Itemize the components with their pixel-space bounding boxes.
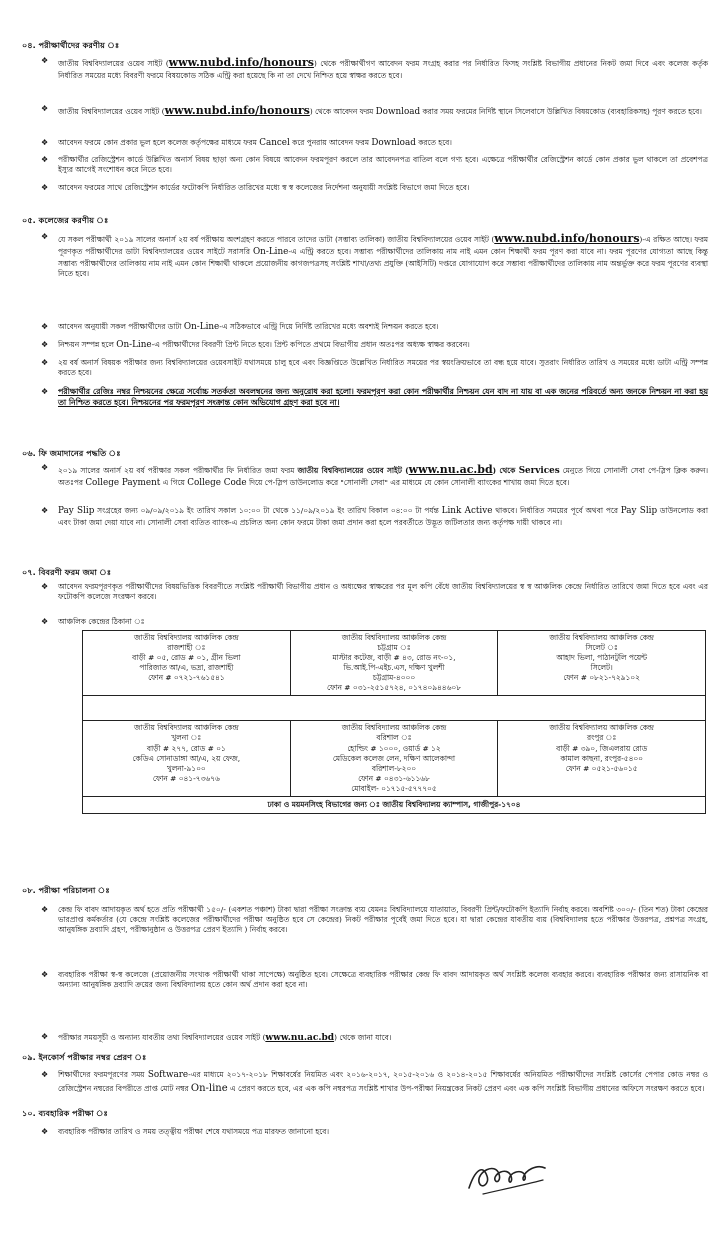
regional-centers-table [82,630,706,814]
section-10-title: ১০. ব্যবহারিক পরীক্ষা ঃ [22,1108,108,1118]
s05-bullet-5: ❖ পরীক্ষার্থীর রেজিঃ নম্বর নিশ্চয়নের ক্ষেত্রে সর্বোচ্চ সতর্কতা অবলম্বনের জন্য অনুরোধ করা হলো। ফরমপূরণ করা কোন পরীক্ষার্থীর নিশ্চয়ন যেন বাদ না যায় বা এক জনের পরিবর্তে অন্য জনকে নিশ্চয়ন না করা হয় তা নিশ্চিত করতে হবে। নিশ্চয়নের পর ফরমপূরণ সংক্রান্ত কোন অভিযোগ গ্রহণ করা হবে না। [58,387,708,408]
s04-bullet-4: ❖ পরীক্ষার্থীর রেজিস্ট্রেশন কার্ডে উল্লিখিত অনার্স বিষয় ছাড়া অন্য কোন বিষয়ে আবেদন ফরমপূরণ করলে তার আবেদনপত্র বাতিল বলে গণ্য হবে। এক্ষেত্রে পরীক্ষার্থীর রেজিস্ট্রেশন কার্ডে কোন প্রকার ভুল থাকলে তা প্রবেশপত্র ইস্যুর আগেই সংশোধন করে নিতে হবে। [58,155,708,175]
s08-bullet-2: ❖ ব্যবহারিক পরীক্ষা স্ব-স্ব কলেজে (প্রয়োজনীয় সংখ্যক পরীক্ষার্থী থাকা সাপেক্ষে) অনুষ্ঠিত হবে। সেক্ষেত্রে ব্যবহারিক পরীক্ষার কেন্দ্র ফি বাবদ আদায়কৃত অর্থ সংশ্লিষ্ট কলেজ ব্যবহার করবে। ব্যবহারিক পরীক্ষার জন্য রাসায়নিক বা অন্যান্য আনুষঙ্গিক দ্রব্যাদি ক্রয়ের জন্য বিশ্ববিদ্যালয় হতে কোন অর্থ প্রদান করা হবে না। [58,970,708,990]
center-rangpur: জাতীয় বিশ্ববিদ্যালয় আঞ্চলিক কেন্দ্র রংপুর ঃ বাড়ী # ৩৯০, জিএলরায় রোড কামাল কাছনা, রংপুর-৫৪০০ ফোন # ০৫২১-৫৬০১৫ [498,721,706,796]
nubd-link[interactable]: www.nubd.info/honours [168,56,314,69]
s08-bullet-3: ❖ পরীক্ষার সময়সূচী ও অন্যান্য যাবতীয় তথ্য বিশ্ববিদ্যালয়ের ওয়েব সাইট (www.nu.ac.bd) থেকে জানা যাবে। [58,1032,708,1044]
section-06-title: ০৬. ফি জমাদানের পদ্ধতি ঃ [22,448,121,458]
nu-link[interactable]: www.nu.ac.bd [265,1033,335,1043]
s05-bullet-2: ❖ আবেদন অনুযায়ী সকল পরীক্ষার্থীদের ডাটা On-Line-এ সঠিকভাবে এন্ট্রি দিয়ে নির্দিষ্ট তারিখের মধ্যে অবশ্যই নিশ্চয়ন করতে হবে। [58,322,708,334]
section-07-title: ০৭. বিবরণী ফরম জমা ঃ [22,567,112,577]
center-dhaka-mymensingh: ঢাকা ও ময়মনসিংহ বিভাগের জন্য ঃ জাতীয় বিশ্ববিদ্যালয় ক্যাম্পাস, গাজীপুর-১৭০৪ [83,796,706,813]
s06-bullet-2: ❖ Pay Slip সংগ্রহের জন্য ০৯/০৯/২০১৯ ইং তারিখ সকাল ১০:০০ টা থেকে ১১/০৯/২০১৯ ইং তারিখ বিকাল ০৪:০০ টা পর্যন্ত Link Active থাকবে। নির্ধারিত সময়ের পূর্বে অথবা পরে Pay Slip ডাউনলোড করা এবং টাকা জমা দেয়া যাবে না। সোনালী সেবা ব্যতিত ব্যাংক-এ প্রচলিত অন্য কোন ফরমে টাকা জমা প্রদান করা হলে পরবর্তীতে উদ্ভূত জটিলতার জন্য কর্তৃপক্ষ দায়ী থাকবে না। [58,506,708,528]
s05-bullet-1: ❖ যে সকল পরীক্ষার্থী ২০১৯ সালের অনার্স ২য় বর্ষ পরীক্ষায় অংশগ্রহণ করতে পারবে তাদের ডাটা (সম্ভাব্য তালিকা) জাতীয় বিশ্ববিদ্যালয়ের ওয়েব সাইট (www.nubd.info/honours)-এ রক্ষিত আছে। ফরম পূরণকৃত পরীক্ষার্থীদের ডাটা বিশ্ববিদ্যালয়ের ওয়েব সাইটে সরাসরি On-Line-এ এন্ট্রি করতে হবে। সম্ভাব্য পরীক্ষার্থীদের তালিকায় নাম নাই এমন কোন শিক্ষার্থী ফরম পূরণ করা যাবে না। ফরম পূরণের যোগ্যতা আছে কিন্তু সম্ভাব্য পরীক্ষার্থীদের তালিকায় নাম নাই এমন কোন শিক্ষার্থী থাকলে প্রয়োজনীয় কাগজপত্রসহ সংশ্লিষ্ট শাখা/তথ্য প্রযুক্তি (আইসিটি) দপ্তরে যোগাযোগ করে সম্ভাব্য পরীক্ষার্থীদের তালিকায় নাম অন্তর্ভুক্ত করে ফরম পূরণের ব্যবস্থা নিতে হবে। [58,232,708,279]
center-rajshahi: জাতীয় বিশ্ববিদ্যালয় আঞ্চলিক কেন্দ্র রাজশাহী ঃ বাড়ী # ০৫, রোড # ০১, গ্রীন ভিলা পারিজাত আ/এ, ভদ্রা, রাজশাহী ফোন # ০৭২১-৭৬১৫৪১ [83,631,291,696]
center-barishal: জাতীয় বিশ্ববিদ্যালয় আঞ্চলিক কেন্দ্র বরিশাল ঃ হোল্ডিং # ১০০০, ওয়ার্ড # ১২ মেডিকেল কলেজ লেন, দক্ষিণ আলেকান্দা বরিশাল-৮২০০ ফোন # ০৪৩১-৬১১৬৮ মোবাইল- ০১৭১৫-৫৭৭৭০৫ [290,721,498,796]
center-sylhet: জাতীয় বিশ্ববিদ্যালয় আঞ্চলিক কেন্দ্র সিলেট ঃ আহাদ ভিলা, পাঠানটুলি পয়েন্ট সিলেট। ফোন # ০৮২১-৭২৯১০২ [498,631,706,696]
center-chattogram: জাতীয় বিশ্ববিদ্যালয় আঞ্চলিক কেন্দ্র চট্টগ্রাম ঃ মাস্টার কটেজ, বাড়ী # ৪৩, রোড নং-০১, ভি.আই.পি-এইচ.এস, দক্ষিণ খুলশী চট্টগ্রাম-৪০০০ ফোন # ০৩১-২৫১৫৭২৪, ০১৭৪০৯৪৪৬০৮ [290,631,498,696]
s10-bullet-1: ❖ ব্যবহারিক পরীক্ষার তারিখ ও সময় তত্ত্বীয় পরীক্ষা শেষে যথাসময়ে পত্র মারফত জানানো হবে। [58,1127,708,1137]
s08-bullet-1: ❖ কেন্দ্র ফি বাবদ আদায়কৃত অর্থ হতে প্রতি পরীক্ষার্থী ১৫০/- (একশত পঞ্চাশ) টাকা দ্বারা পরীক্ষা সংক্রান্ত ব্যয় যেমনঃ বিশ্ববিদ্যালয়ে যাতায়াত, বিবরণী প্রিন্ট/ফটোকপি ইত্যাদি নির্বাহ করবে। অবশিষ্ট ৩০০/- (তিন শত) টাকা কেন্দ্রের ভারপ্রাপ্ত কর্মকর্তার (যে কেন্দ্রে সংশ্লিষ্ট কলেজের পরীক্ষার্থীদের পরীক্ষা অনুষ্ঠিত হবে সে কেন্দ্রের) নিকট পরীক্ষার পূর্বেই জমা দিতে হবে। যা দ্বারা কেন্দ্রের যাবতীয় ব্যয় (বিশ্ববিদ্যালয় হতে পরীক্ষার উত্তরপত্র, প্রশ্নপত্র সংগ্রহ, আনুষঙ্গিক দ্রব্যাদি গ্রহণ, পরীক্ষানুষ্ঠান ও উত্তরপত্র প্রেরণ ইত্যাদি ) নির্বাহ করবে। [58,905,708,935]
s04-bullet-3: ❖ আবেদন ফরমে কোন প্রকার ভুল হলে কলেজ কর্তৃপক্ষের মাধ্যমে ফরম Cancel করে পুনরায় আবেদন ফরম Download করতে হবে। [58,138,708,150]
s06-bullet-1: ❖ ২০১৯ সালের অনার্স ২য় বর্ষ পরীক্ষার সকল পরীক্ষার্থীর ফি নির্ধারিত জমা ফরম জাতীয় বিশ্ববিদ্যালয়ের ওয়েব সাইট (www.nu.ac.bd) থেকে Services মেনুতে গিয়ে সোনালী সেবা পে-স্লিপ ক্লিক করুন। অতঃপর College Payment এ গিয়ে College Code দিয়ে পে-স্লিপ ডাউনলোড করে "সোনালী সেবা" এর মাধ্যমে যে কোন সোনালী ব্যাংকের শাখায় জমা দিতে হবে। [58,463,708,490]
s07-bullet-2: ❖ আঞ্চলিক কেন্দ্রের ঠিকানা ঃ [58,617,708,627]
nubd-link[interactable]: www.nubd.info/honours [494,232,640,245]
section-08-title: ০৮. পরীক্ষা পরিচালনা ঃ [22,885,110,895]
section-04-title: ০৪. পরীক্ষার্থীদের করণীয় ঃ [22,40,120,50]
signature-image [465,1150,555,1200]
nubd-link[interactable]: www.nubd.info/honours [164,104,310,117]
nu-link[interactable]: www.nu.ac.bd [408,463,493,476]
s04-bullet-5: ❖ আবেদন ফরমের সাথে রেজিস্ট্রেশন কার্ডের ফটোকপি নির্ধারিত তারিখের মধ্যে স্ব স্ব কলেজের নির্দেশনা অনুযায়ী সংশ্লিষ্ট বিভাগে জমা দিতে হবে। [58,183,708,193]
s04-bullet-2: ❖ জাতীয় বিশ্ববিদ্যালয়ের ওয়েব সাইট (www.nubd.info/honours) থেকে আবেদন ফরম Download করার সময় ফরমের নির্দিষ্ট স্থানে সিলেবাসে উল্লিখিত বিষয়কোড (ব্যবহারিকসহ) পূরণ করতে হবে। [58,104,708,119]
s07-bullet-1: ❖ আবেদন ফরমপূরণকৃত পরীক্ষার্থীদের বিষয়ভিত্তিক বিবরণীতে সংশ্লিষ্ট পরীক্ষার্থী বিভাগীয় প্রধান ও অধ্যক্ষের স্বাক্ষরের পর মূল কপি বেঁধে জাতীয় বিশ্ববিদ্যালয়ের স্ব স্ব আঞ্চলিক কেন্দ্রে নির্ধারিত তারিখে জমা দিতে হবে এবং এর ফটোকপি কলেজে সংরক্ষণ করবে। [58,582,708,602]
s09-bullet-1: ❖ শিক্ষার্থীদের ফরমপূরণের সময় Software-এর মাধ্যমে ২০১৭-২০১৮ শিক্ষাবর্ষের নিয়মিত এবং ২০১৬-২০১৭, ২০১৫-২০১৬ ও ২০১৪-২০১৫ শিক্ষাবর্ষের অনিয়মিত পরীক্ষার্থীদের সংশ্লিষ্ট কোর্সের পেপার কোড নম্বর ও রেজিস্ট্রেশন নম্বরের বিপরীতে প্রাপ্ত মোট নম্বর On-line এ প্রেরণ করতে হবে, এর এক কপি নম্বরপত্র সংশ্লিষ্ট শাখার উপ-পরীক্ষা নিয়ন্ত্রকের নিকট প্রেরণ এবং এক কপি সংশ্লিষ্ট বিভাগীয় প্রধানের অফিসে সংরক্ষণ করতে হবে। [58,1070,708,1096]
center-khulna: জাতীয় বিশ্ববিদ্যালয় আঞ্চলিক কেন্দ্র খুলনা ঃ বাড়ী # ২৭৭, রোড # ০১ কেডিএ সোনাডাঙ্গা আ/এ, ২য় ফেজ, খুলনা-৯১০০ ফোন # ০৪১-৭৩৬৭৬ [83,721,291,796]
s04-bullet-1: ❖ জাতীয় বিশ্ববিদ্যালয়ের ওয়েব সাইট (www.nubd.info/honours) থেকে পরীক্ষার্থীগণ আবেদন ফরম সংগ্রহ করার পর নির্ধারিত ফিসহ সংশ্লিষ্ট বিভাগীয় প্রধানের নিকট জমা দিবে এবং কলেজ কর্তৃক নির্ধারিত সময়ের মধ্যে বিবরণী ফরমে বিষয়কোড সঠিক এন্ট্রি করা হয়েছে কি না তা দেখে নিশ্চিত হয়ে স্বাক্ষর করতে হবে। [58,56,708,81]
section-05-title: ০৫. কলেজের করণীয় ঃ [22,215,109,225]
s05-bullet-4: ❖ ২য় বর্ষ অনার্স বিষয়ক পরীক্ষার জন্য বিশ্ববিদ্যালয়ের ওয়েবসাইট যথাসময়ে চালু হবে এবং বিজ্ঞপ্তিতে উল্লেখিত নির্ধারিত সময়ের পর স্বয়ংক্রিয়ভাবে তা বন্ধ হয়ে যাবে। সুতরাং নির্ধারিত তারিখ ও সময়ের মধ্যে ডাটা এন্ট্রি সম্পন্ন করতে হবে। [58,358,708,378]
s05-bullet-3: ❖ নিশ্চয়ন সম্পন্ন হলে On-Line-এ পরীক্ষার্থীদের বিবরণী প্রিন্ট নিতে হবে। প্রিন্ট কপিতে প্রথমে বিভাগীয় প্রধান অতঃপর অধ্যক্ষ স্বাক্ষর করবেন। [58,340,708,352]
table-spacer-row [83,696,706,721]
section-09-title: ০৯. ইনকোর্স পরীক্ষার নম্বর প্রেরণ ঃ [22,1052,147,1062]
